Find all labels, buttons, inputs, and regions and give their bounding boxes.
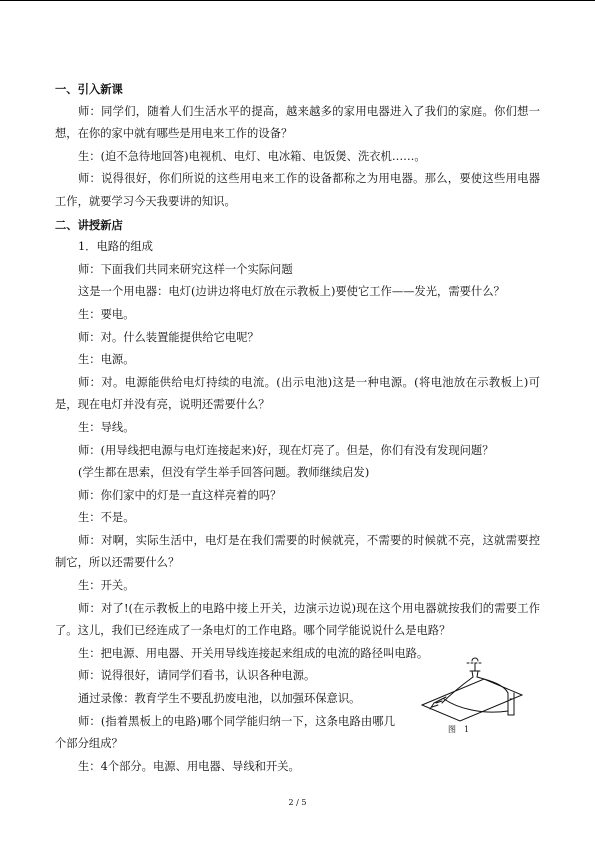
paragraph: 生：把电源、用电器、开关用导线连接起来组成的电流的路径叫电路。: [78, 646, 429, 660]
paragraph: 师：(指着黑板上的电路)哪个同学能归纳一下，这条电路由哪几个部分组成？: [55, 714, 395, 751]
paragraph: 师：你们家中的灯是一直这样亮着的吗？: [78, 488, 282, 502]
paragraph: 通过录像：教育学生不要乱扔废电池，以加强环保意识。: [78, 692, 361, 706]
paragraph: 这是一个用电器：电灯(边讲边将电灯放在示教板上)要使它工作——发光，需要什么？: [78, 285, 505, 299]
paragraph: 生：电源。: [78, 353, 135, 367]
paragraph: 师：对。电源能供给电灯持续的电流。(出示电池)这是一种电源。(将电池放在示教板上)可是，现在电灯并没有亮，说明还需要什么？: [55, 375, 540, 412]
paragraph: 生：(迫不急待地回答)电视机、电灯、电冰箱、电饭煲、洗衣机……。: [78, 149, 426, 163]
top-rule: [0, 0, 595, 1]
paragraph: 师：对了!(在示教板上的电路中接上开关，边演示边说)现在这个用电器就按我们的需要工作了。这儿，我们已经连成了一条电灯的工作电路。哪个同学能说说什么是电路？: [55, 601, 540, 638]
paragraph: (学生都在思索，但没有学生举手回答问题。教师继续启发): [78, 466, 370, 480]
page-number: 2 / 5: [288, 798, 307, 807]
paragraph: 师：同学们，随着人们生活水平的提高，越来越多的家用电器进入了我们的家庭。你们想一想，在你的家中就有哪些是用电来工作的设备？: [55, 104, 540, 141]
paragraph: 师：下面我们共同来研究这样一个实际问题: [78, 262, 293, 276]
circuit-figure: [412, 653, 537, 733]
paragraph: 生：开关。: [78, 579, 135, 593]
paragraph: 生：4个部分。电源、用电器、导线和开关。: [78, 759, 300, 773]
paragraph: 师：说得很好，你们所说的这些用电来工作的设备都称之为用电器。那么，要使这些用电器工作，就要学习今天我要讲的知识。: [55, 172, 540, 208]
circuit-diagram-icon: [412, 653, 537, 733]
paragraph: 生：要电。: [78, 307, 135, 321]
paragraph: 师：对啊，实际生活中，电灯是在我们需要的时候就亮，不需要的时候就不亮，这就需要控制它，所以还需要什么？: [55, 533, 540, 570]
figure-caption: 图 1: [448, 725, 470, 733]
paragraph: 生：不是。: [78, 511, 135, 525]
paragraph: 师：对。什么装置能提供给它电呢？: [78, 330, 259, 344]
paragraph: 生：导线。: [78, 420, 135, 434]
paragraph: 师：说得很好，请同学们看书，认识各种电源。: [78, 669, 316, 683]
section-heading-intro: 一、引入新课: [55, 82, 123, 96]
subheading-circuit-composition: 1．电路的组成: [78, 240, 153, 254]
paragraph: 师：(用导线把电源与电灯连接起来)好，现在灯亮了。但是，你们有没有发现问题？: [78, 443, 494, 457]
section-heading-new-lesson: 二、讲授新店: [55, 217, 123, 232]
